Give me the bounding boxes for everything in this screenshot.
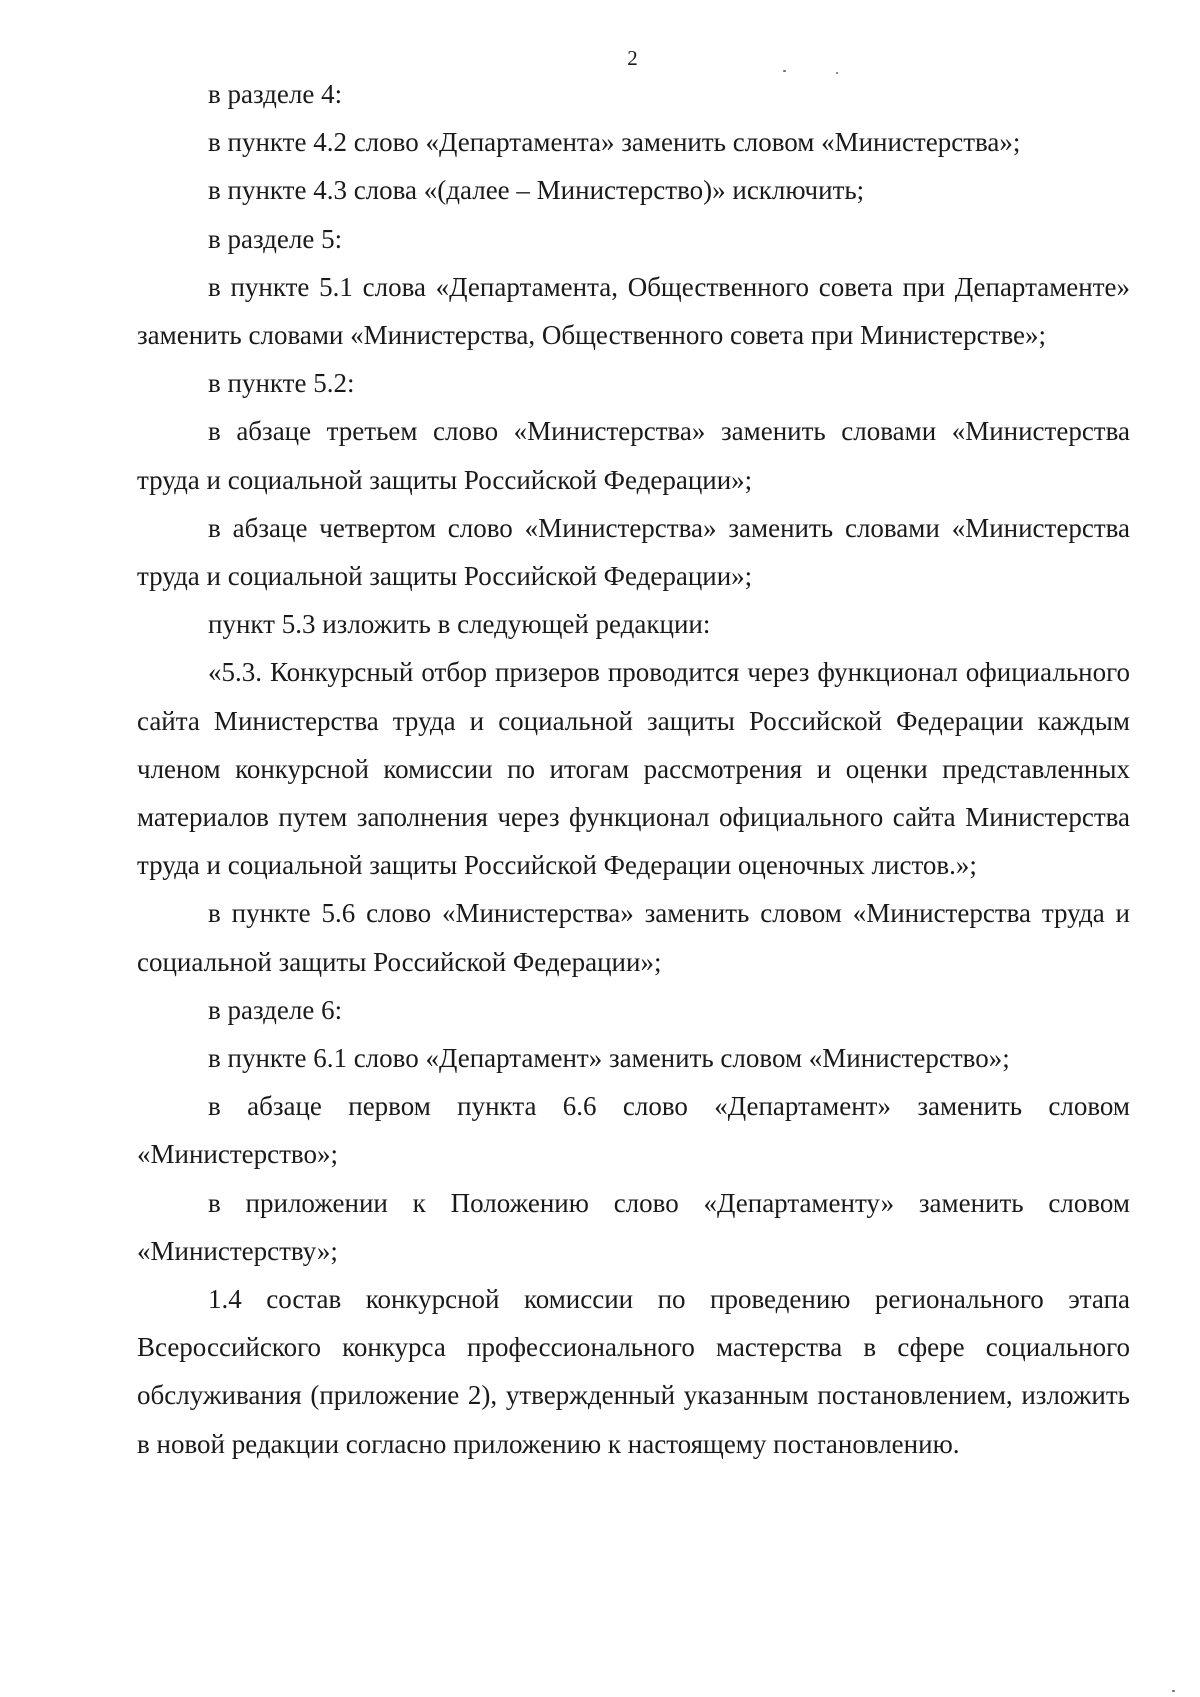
paragraph-item-4-2: в пункте 4.2 слово «Департамента» заменить словом «Министерства»; — [208, 127, 1021, 158]
paragraph-section-4: в разделе 4: — [208, 79, 343, 109]
document-body — [137, 70, 1130, 1468]
paragraph-appendix: в приложении к Положению слово «Департаменту» заменить словом «Министерству»; — [137, 1187, 1130, 1266]
paragraph-item-5-6: в пункте 5.6 слово «Министерства» заменить словом «Министерства труда и социальной защиты Российской Федерации»; — [137, 898, 1130, 977]
paragraph-item-5-3-intro: пункт 5.3 изложить в следующей редакции: — [208, 609, 711, 640]
paragraph-section-6: в разделе 6: — [208, 994, 343, 1025]
paragraph-item-5-2: в пункте 5.2: — [208, 368, 355, 399]
paragraph-item-5-2-third: в абзаце третьем слово «Министерства» заменить словами «Министерства труда и социальной защиты Российской Федерации»; — [137, 416, 1130, 495]
paragraph-item-5-3-text: «5.3. Конкурсный отбор призеров проводится через функционал официального сайта Министерства труда и социальной защиты Российской Федерации каждым членом конкурсной комиссии по итогам рассмотрения и оценки представленных материалов путем заполнения через функционал официального сайта Министерства труда и социальной защиты Российской Федерации оценочных листов.»; — [137, 657, 1130, 881]
page-number: 2 — [627, 46, 638, 70]
paragraph-item-5-2-fourth: в абзаце четвертом слово «Министерства» заменить словами «Министерства труда и социальной защиты Российской Федерации»; — [137, 512, 1130, 592]
paragraph-item-1-4: 1.4 состав конкурсной комиссии по проведению регионального этапа Всероссийского конкурса профессионального мастерства в сфере социального обслуживания (приложение 2), утвержденный указанным постановлением, изложить в новой редакции согласно приложению к настоящему постановлению. — [137, 1284, 1130, 1459]
paragraph-item-6-1: в пункте 6.1 слово «Департамент» заменить словом «Министерство»; — [208, 1043, 1010, 1074]
paragraph-section-5: в разделе 5: — [208, 223, 343, 254]
paragraph-item-6-6: в абзаце первом пункта 6.6 слово «Департамент» заменить словом «Министерство»; — [137, 1091, 1130, 1170]
scan-speck — [1172, 1690, 1175, 1692]
paragraph-item-5-1: в пункте 5.1 слова «Департамента, Общественного совета при Департаменте» заменить словами «Министерства, Общественного совета при Министерстве»; — [137, 271, 1130, 351]
paragraph-item-4-3: в пункте 4.3 слова «(далее – Министерство)» исключить; — [208, 175, 865, 206]
